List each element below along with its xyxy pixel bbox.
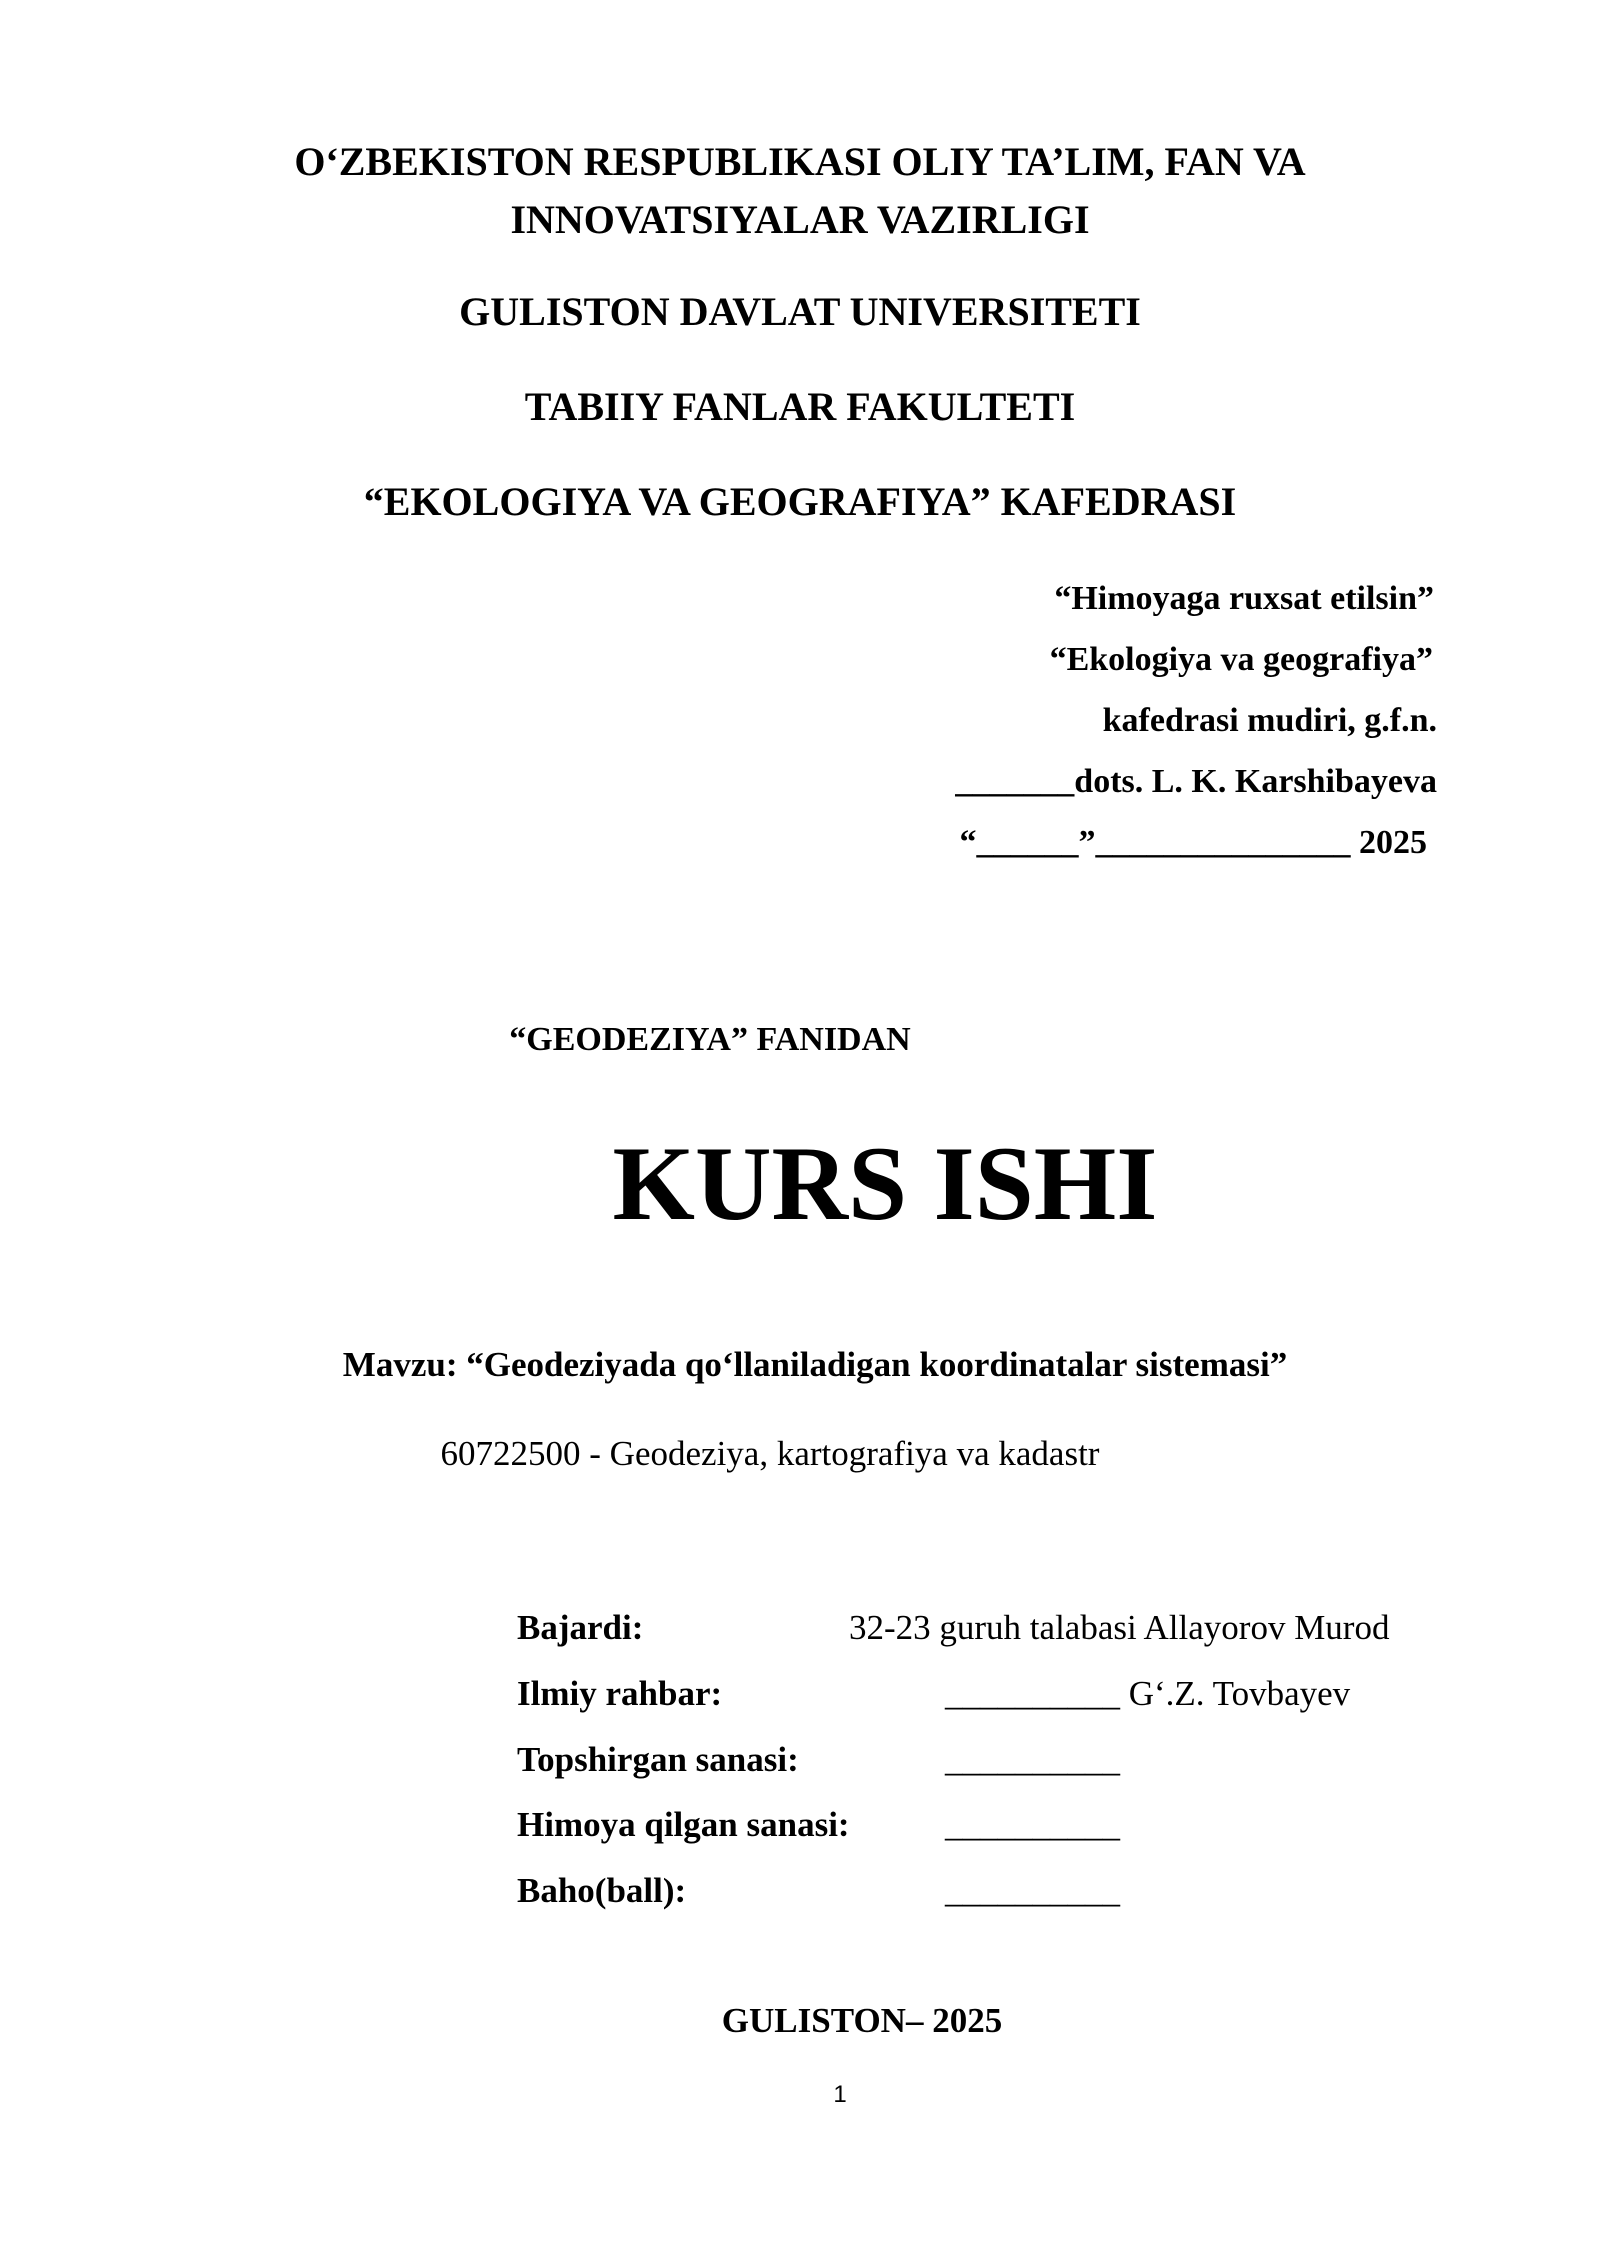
- document-title: KURS ISHI: [612, 1125, 1158, 1242]
- info-row-defense-date: [517, 1805, 1447, 1871]
- info-label: Ilmiy rahbar:: [517, 1674, 723, 1713]
- info-value: __________: [945, 1805, 1120, 1844]
- department-name: “EKOLOGIYA VA GEOGRAFIYA” KAFEDRASI: [363, 479, 1237, 524]
- info-label: Himoya qilgan sanasi:: [517, 1805, 850, 1844]
- info-value: __________ G‘.Z. Tovbayev: [945, 1674, 1351, 1713]
- specialty-line: 60722500 - Geodeziya, kartografiya va kadastr: [440, 1434, 1100, 1473]
- info-label: Baho(ball):: [517, 1871, 687, 1910]
- info-row-supervisor: [517, 1674, 1447, 1740]
- info-row-performer: [517, 1608, 1447, 1674]
- university-name: GULISTON DAVLAT UNIVERSITETI: [459, 289, 1141, 334]
- ministry-heading: [0, 133, 1600, 249]
- info-row-submission-date: [517, 1740, 1447, 1806]
- approval-line-4: _______dots. L. K. Karshibayeva: [955, 763, 1437, 800]
- page-number: 1: [833, 2081, 847, 2108]
- info-value: __________: [945, 1740, 1120, 1779]
- approval-line-1: “Himoyaga ruxsat etilsin”: [1054, 580, 1434, 617]
- ministry-line-2: INNOVATSIYALAR VAZIRLIGI: [510, 197, 1090, 242]
- topic-line: Mavzu: “Geodeziyada qo‘llaniladigan koordinatalar sistemasi”: [342, 1345, 1288, 1384]
- approval-line-5: “______”_______________ 2025: [959, 824, 1427, 861]
- approval-line-3: kafedrasi mudiri, g.f.n.: [1102, 702, 1437, 739]
- info-value: __________: [945, 1871, 1120, 1910]
- city-year: GULISTON– 2025: [721, 2001, 1003, 2040]
- approval-block: [955, 568, 1437, 873]
- faculty-name: TABIIY FANLAR FAKULTETI: [524, 384, 1076, 429]
- info-label: Bajardi:: [517, 1608, 644, 1647]
- ministry-line-1: O‘ZBEKISTON RESPUBLIKASI OLIY TA’LIM, FAN VA: [294, 139, 1306, 184]
- info-label: Topshirgan sanasi:: [517, 1740, 799, 1779]
- info-value: 32-23 guruh talabasi Allayorov Murod: [849, 1608, 1390, 1647]
- subject-heading: “GEODEZIYA” FANIDAN: [509, 1021, 911, 1058]
- approval-line-2: “Ekologiya va geografiya”: [1049, 641, 1433, 678]
- info-row-grade: [517, 1871, 1447, 1937]
